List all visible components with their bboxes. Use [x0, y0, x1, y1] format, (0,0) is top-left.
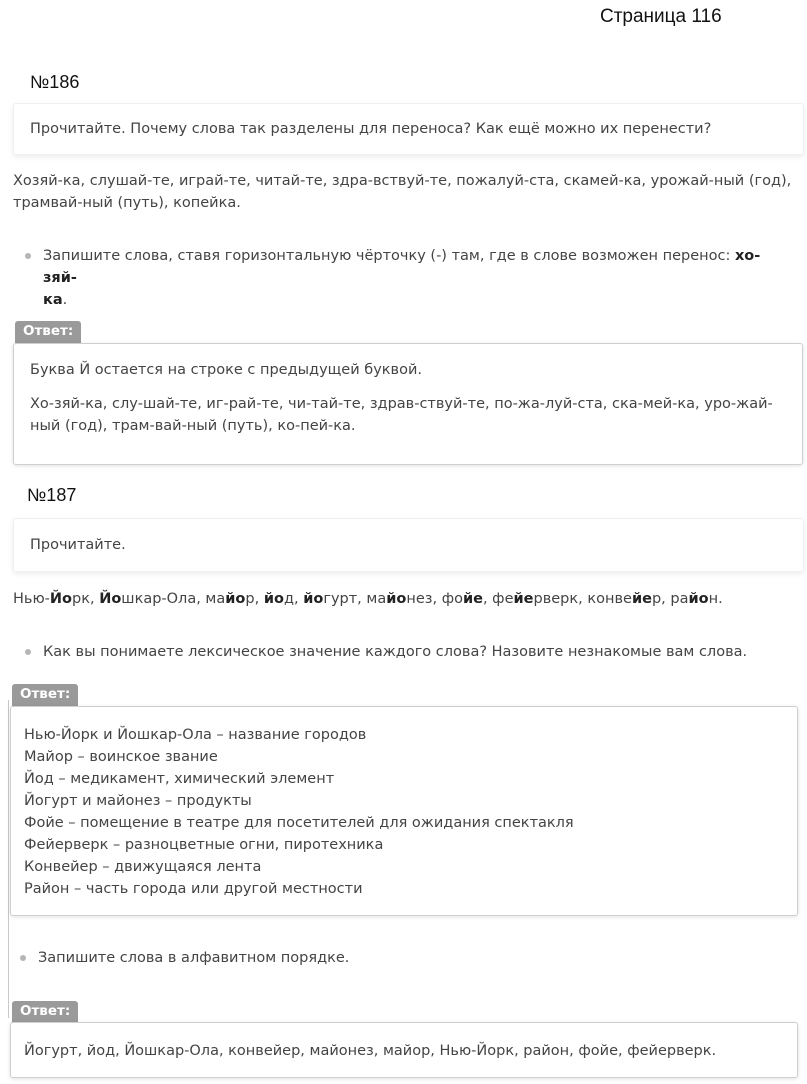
- exercise-187-task2: [20, 947, 780, 969]
- exercise-186-task-text-block: [43, 245, 779, 311]
- exercise-186-number: №186: [30, 72, 80, 92]
- answer-line: Фейерверк – разноцветные огни, пиротехника: [24, 837, 384, 853]
- answer-line: Нью-Йорк и Йошкар-Ола – название городов: [24, 727, 367, 743]
- highlighted-letters: йо: [263, 591, 284, 607]
- exercise-187-words: [13, 588, 803, 610]
- word-segment: рверк, конве: [533, 591, 632, 607]
- answer-tag-187-2: Ответ:: [12, 1001, 78, 1023]
- exercise-186-words: [13, 170, 803, 214]
- bullet-icon: [25, 649, 31, 655]
- highlighted-letters: Йо: [99, 591, 122, 607]
- answer-line: Йод – медикамент, химический элемент: [24, 771, 335, 787]
- answer-line: Район – часть города или другой местности: [24, 881, 363, 897]
- answer-line: Йогурт и майонез – продукты: [24, 793, 252, 809]
- answer-box-187-2: [10, 1022, 798, 1078]
- highlighted-letters: йо: [225, 591, 246, 607]
- exercise-186-task-text: Запишите слова, ставя горизонтальную чёрточку (-) там, где в слове возможен перенос:: [43, 248, 735, 264]
- exercise-186-words-line1: Хозяй-ка, слушай-те, играй-те, читай-те, здра-вствуй-те, пожалуй-ста, скамей-ка, урожай-ный (год),: [13, 173, 792, 189]
- word-segment: р, ра: [651, 591, 689, 607]
- exercise-186-task-example-part1: хо-зяй-: [43, 248, 761, 286]
- answer-tag-186: Ответ:: [15, 321, 81, 343]
- left-divider-line: [8, 700, 9, 1018]
- answer-box-186: [13, 343, 803, 465]
- exercise-186-task-end: .: [62, 292, 68, 308]
- exercise-186-prompt-text: Прочитайте. Почему слова так разделены для переноса? Как ещё можно их перенести?: [30, 121, 712, 137]
- answer-187-1-lines: [24, 724, 784, 900]
- answer-186-line1: Хо-зяй-ка, слу-шай-те, иг-рай-те, чи-тай-те, здрав-ствуй-те, по-жа-луй-ста, ска-мей-ка, уро-жай-: [30, 396, 773, 412]
- exercise-187-number: №187: [27, 485, 77, 505]
- word-segment: д,: [283, 591, 304, 607]
- exercise-187-task1: [25, 641, 785, 663]
- exercise-187-task2-text: Запишите слова в алфавитном порядке.: [38, 950, 350, 966]
- highlighted-letters: йе: [631, 591, 652, 607]
- word-segment: нез, фо: [406, 591, 463, 607]
- answer-line: Майор – воинское звание: [24, 749, 218, 765]
- exercise-187-task1-text: Как вы понимаете лексическое значение каждого слова? Назовите незнакомые вам слова.: [43, 644, 748, 660]
- answer-tag-187-1: Ответ:: [12, 684, 78, 706]
- word-segment: Нью-: [13, 591, 50, 607]
- answer-box-187-1: [10, 706, 798, 916]
- bullet-icon: [20, 955, 26, 961]
- highlighted-letters: Йо: [49, 591, 72, 607]
- word-segment: н.: [708, 591, 723, 607]
- highlighted-letters: йе: [513, 591, 534, 607]
- word-segment: шкар-Ола, ма: [121, 591, 226, 607]
- highlighted-letters: йе: [462, 591, 483, 607]
- word-segment: гурт, ма: [323, 591, 387, 607]
- answer-187-2-text: Йогурт, йод, Йошкар-Ола, конвейер, майонез, майор, Нью-Йорк, район, фойе, фейерверк.: [24, 1043, 717, 1059]
- word-segment: рк,: [72, 591, 100, 607]
- answer-186-line2: ный (год), трам-вай-ный (путь), ко-пей-ка.: [30, 418, 356, 434]
- highlighted-letters: йо: [386, 591, 407, 607]
- exercise-186-task: [25, 245, 780, 311]
- exercise-186-task-example-part2: ка: [43, 292, 63, 308]
- answer-186-note: Буква Й остается на строке с предыдущей буквой.: [30, 362, 422, 378]
- exercise-186-prompt: [13, 103, 804, 155]
- word-segment: р,: [245, 591, 264, 607]
- bullet-icon: [25, 253, 31, 259]
- exercise-186-words-line2: трамвай-ный (путь), копейка.: [13, 195, 241, 211]
- answer-line: Конвейер – движущаяся лента: [24, 859, 262, 875]
- highlighted-letters: йо: [688, 591, 709, 607]
- highlighted-letters: йо: [303, 591, 324, 607]
- word-segment: , фе: [482, 591, 514, 607]
- page-number: Страница 116: [600, 6, 722, 27]
- exercise-187-prompt-text: Прочитайте.: [30, 537, 126, 553]
- answer-line: Фойе – помещение в театре для посетителей для ожидания спектакля: [24, 815, 574, 831]
- exercise-187-prompt: [13, 518, 804, 572]
